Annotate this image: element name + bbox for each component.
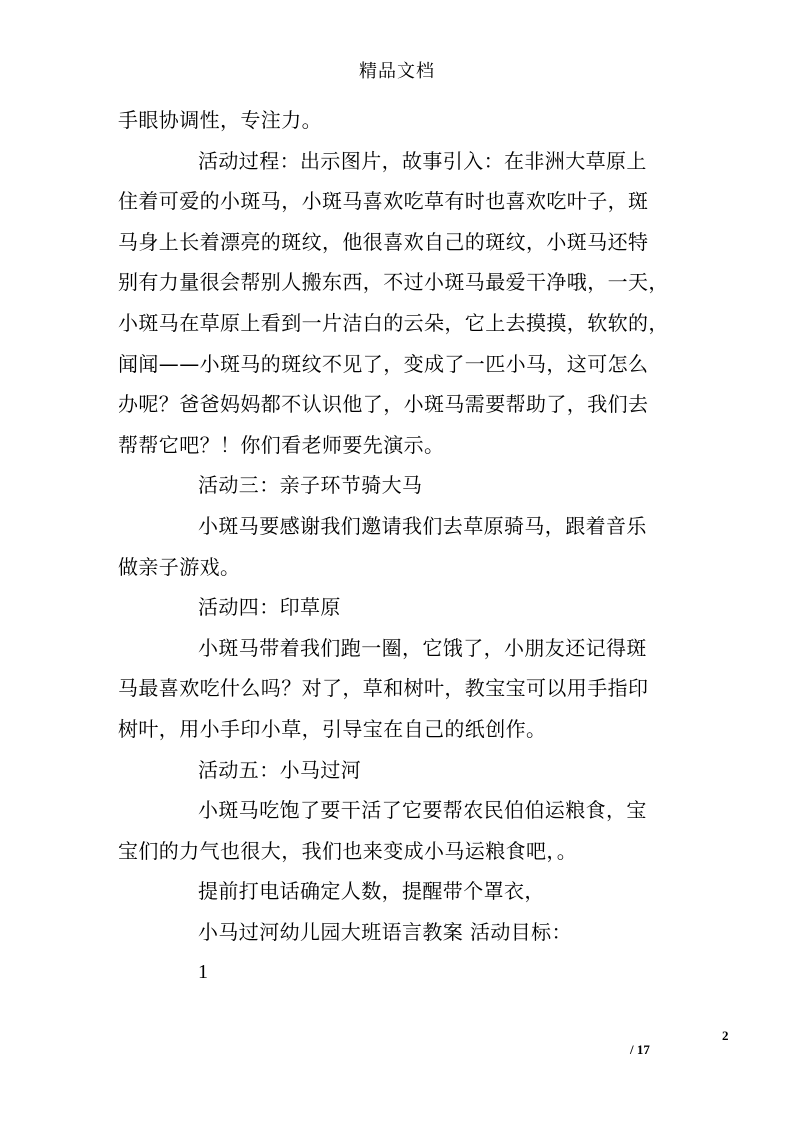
page-number: 2	[722, 1028, 729, 1043]
text-line: 马最喜欢吃什么吗？对了，草和树叶，教宝宝可以用手指印	[118, 676, 649, 701]
document-body	[118, 100, 688, 993]
text-line: 宝们的力气也很大，我们也来变成小马运粮食吧，。	[118, 838, 578, 863]
text-line: 树叶，用小手印小草，引导宝在自己的纸创作。	[118, 716, 547, 741]
text-line: 做亲子游戏。	[118, 554, 241, 579]
text-line: 活动三：亲子环节骑大马	[198, 473, 423, 498]
text-line: 活动过程：出示图片，故事引入：在非洲大草原上	[198, 148, 647, 173]
text-line: 闻闻——小斑马的斑纹不见了，变成了一匹小马，这可怎么	[118, 351, 649, 376]
text-line: 办呢？爸爸妈妈都不认识他了，小斑马需要帮助了，我们去	[118, 392, 649, 417]
text-line: 小斑马要感谢我们邀请我们去草原骑马，跟着音乐	[198, 513, 647, 538]
text-line: 手眼协调性，专注力。	[118, 108, 322, 132]
page-total: / 17	[630, 1042, 650, 1057]
text-line: 住着可爱的小斑马，小斑马喜欢吃草有时也喜欢吃叶子，斑	[118, 189, 649, 214]
text-line: 活动四：印草原	[198, 595, 341, 620]
text-line: 小斑马在草原上看到一片洁白的云朵，它上去摸摸，软软的，	[118, 310, 669, 335]
text-line: 提前打电话确定人数，提醒带个罩衣，	[198, 879, 545, 904]
text-line: 小斑马吃饱了要干活了它要帮农民伯伯运粮食，宝	[198, 798, 647, 823]
text-line: 马身上长着漂亮的斑纹，他很喜欢自己的斑纹，小斑马还特	[118, 229, 649, 254]
page-header-title: 精品文档	[359, 61, 435, 82]
text-line: 小马过河幼儿园大班语言教案 活动目标：	[198, 919, 572, 944]
text-line: 帮帮它吧？！你们看老师要先演示。	[118, 432, 445, 457]
text-line: 别有力量很会帮别人搬东西，不过小斑马最爱干净哦，一天，	[118, 270, 669, 295]
text-line: 1	[198, 961, 209, 984]
text-line: 小斑马带着我们跑一圈，它饿了，小朋友还记得斑	[198, 635, 647, 660]
text-line: 活动五：小马过河	[198, 757, 362, 782]
